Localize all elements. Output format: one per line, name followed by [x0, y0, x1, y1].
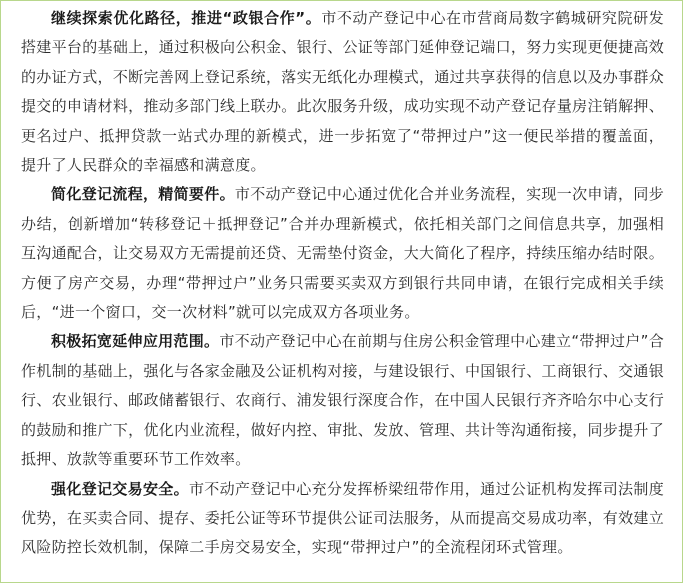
- paragraph-lead: 继续探索优化路径，推进“政银合作”。: [51, 9, 322, 27]
- paragraph-text: 市不动产登记中心通过优化合并业务流程，实现一次申请，同步办结，创新增加“转移登记＋抵押登记”合并办理新模式，依托相关部门之间信息共享，加强相互沟通配合，让交易双方无需提前还贷、无需垫付资金，大大简化了程序，持续压缩办结时限。方便了房产交易，办理“带押过户”业务只需要买卖双方到银行共同申请，在银行完成相关手续后，“进一个窗口，交一次材料”就可以完成双方各项业务。: [21, 185, 664, 322]
- article-body: [21, 4, 664, 563]
- paragraph-lead: 强化登记交易安全。: [51, 479, 189, 498]
- paragraph-lead: 简化登记流程，精简要件。: [51, 185, 235, 204]
- paragraph-text: 市不动产登记中心在市营商局数字鹤城研究院研发搭建平台的基础上，通过积极向公积金、银行、公证等部门延伸登记端口，努力实现更便捷高效的办证方式，不断完善网上登记系统，落实无纸化办理模式，通过共享获得的信息以及办事群众提交的申请材料，推动多部门线上联办。此次服务升级，成功实现不动产登记存量房注销解押、更名过户、抵押贷款一站式办理的新模式，进一步拓宽了“带押过户”这一便民举措的覆盖面，提升了人民群众的幸福感和满意度。: [21, 9, 664, 175]
- paragraph-lead: 积极拓宽延伸应用范围。: [51, 332, 220, 351]
- paragraph-text: 市不动产登记中心充分发挥桥梁纽带作用，通过公证机构发挥司法制度优势，在买卖合同、提存、委托公证等环节提供公证司法服务，从而提高交易成功率，有效建立风险防控长效机制，保障二手房交易安全，实现“带押过户”的全流程闭环式管理。: [21, 479, 664, 557]
- paragraph-text: 市不动产登记中心在前期与住房公积金管理中心建立“带押过户”合作机制的基础上，强化与各家金融及公证机构对接，与建设银行、中国银行、工商银行、交通银行、农业银行、邮政储蓄银行、农商行、浦发银行深度合作，在中国人民银行齐齐哈尔中心支行的鼓励和推广下，优化内业流程，做好内控、审批、发放、管理、共计等沟通衔接，同步提升了抵押、放款等重要环节工作效率。: [21, 332, 664, 469]
- paragraph-simplify-process: [21, 180, 664, 327]
- paragraph-politics-bank-cooperation: [21, 4, 664, 180]
- paragraph-expand-scope: [21, 327, 664, 474]
- paragraph-transaction-safety: [21, 475, 664, 563]
